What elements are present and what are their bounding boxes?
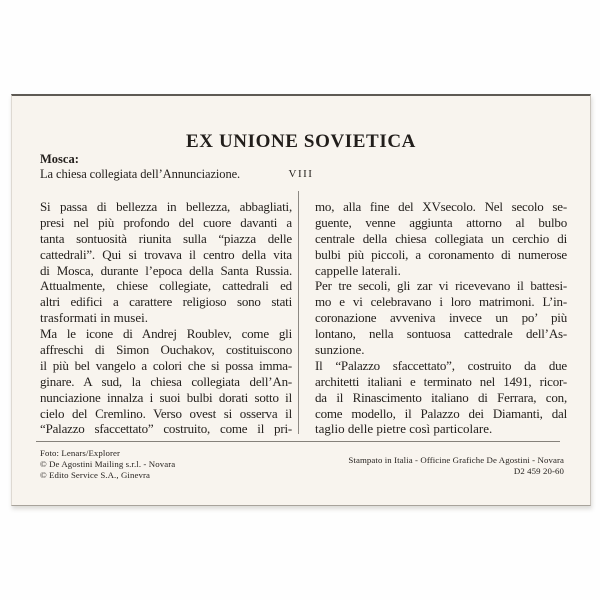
series-numeral: VIII (288, 168, 314, 180)
body-text-line: bulbi più piccoli, a coronamento di numerose (315, 246, 567, 262)
body-text-line: da il Rinascimento italiano di Ferrara, con, (315, 389, 567, 405)
footer-credits (40, 448, 175, 480)
body-text-line: Per tre secoli, gli zar vi ricevevano il battesi- (315, 278, 567, 294)
body-text-line: coronazione avveniva invece un po’ più (315, 310, 567, 326)
body-text-line: altri edifici a carattere religioso sono stati (40, 294, 292, 310)
body-text-line: cielo del Cremlino. Verso ovest si osserva il (40, 405, 292, 421)
body-text-line: trasformati in musei. (40, 310, 148, 326)
body-text-line: Ma le icone di Andrej Roublev, come gli (40, 326, 292, 342)
body-text-line: architetti italiani e terminato nel 1491, ricor- (315, 373, 567, 389)
body-text-line: nunciazione innalza i suoi bulbi dorati sotto il (40, 389, 292, 405)
card-title: EX UNIONE SOVIETICA (186, 131, 416, 152)
catalog-number: D2 459 20-60 (513, 466, 564, 476)
body-text-line: Si passa di bellezza in bellezza, abbagliati, (40, 199, 292, 214)
card-subtitle: La chiesa collegiata dell’Annunciazione. (40, 167, 241, 181)
body-text-line: come modello, il Palazzo dei Diamanti, dal (315, 405, 567, 421)
body-text-line: “Palazzo sfaccettato” costruito, come il pri- (40, 421, 292, 437)
credit-line-copyright-2: © Edito Service S.A., Ginevra (40, 469, 150, 480)
body-text-line: mo e vi celebravano i loro matrimoni. L’in- (315, 294, 567, 310)
body-column-right (315, 199, 567, 437)
body-text-line: affreschi di Simon Ouchakov, costituiscono (40, 342, 292, 358)
body-text-line: ginare. A sud, la chiesa collegiata dell’An- (40, 373, 292, 389)
credit-line-copyright-1: © De Agostini Mailing s.r.l. - Novara (40, 458, 176, 469)
body-text-line: tanta sontuosità riunita sulla “piazza delle (40, 230, 292, 246)
body-text-line: taglio delle pietre così particolare. (315, 421, 493, 437)
body-text-line: cattedrali”. Qui si trovava il centro della vita (40, 246, 292, 262)
column-divider (298, 191, 299, 434)
body-text-line: guente, venne aggiunta attorno al bulbo (315, 214, 567, 230)
region-label: Mosca: (40, 152, 79, 166)
body-text-line: Il “Palazzo sfaccettato”, costruito da due (315, 357, 567, 373)
printing-line: Stampato in Italia - Officine Grafiche De Agostini - Novara (348, 455, 564, 465)
body-text-line: sunzione. (315, 342, 365, 358)
footer-printing-info (348, 455, 564, 477)
credit-line-photo: Foto: Lenars/Explorer (40, 448, 121, 458)
body-text-line: il più bel vangelo a colori che si possa imma- (40, 357, 292, 373)
postcard-back (11, 94, 591, 506)
body-text-line: mo, alla fine del XVsecolo. Nel secolo se- (315, 199, 567, 214)
body-text-line: di Mosca, durante l’epoca della Santa Russia. (40, 262, 292, 278)
body-text-line: cappelle laterali. (315, 262, 401, 278)
body-text-line: centrale della chiesa collegiata un cerchio di (315, 230, 567, 246)
body-text-line: presi nel più profondo del cuore davanti a (40, 214, 292, 230)
body-text-line: Attualmente, chiese collegiate, cattedrali ed (40, 278, 292, 294)
body-column-left (40, 199, 292, 437)
body-text-line: lontano, nella sontuosa cattedrale dell’As- (315, 326, 567, 342)
footer-rule (36, 441, 560, 442)
